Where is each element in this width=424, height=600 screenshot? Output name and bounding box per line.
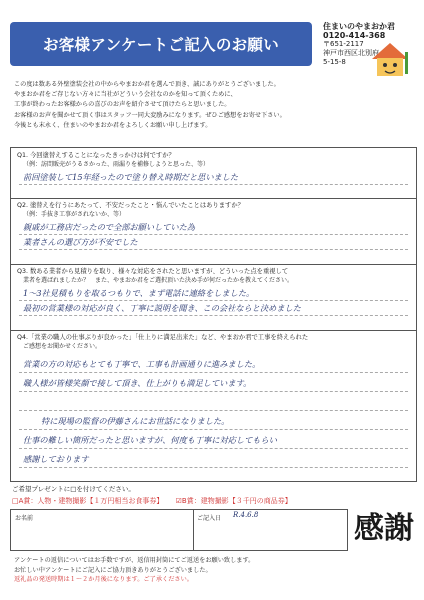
question-title: Q1. 今回塗替えすることになったきっかけは何ですか？ bbox=[17, 152, 175, 159]
date-value: R.4.6.8 bbox=[233, 511, 259, 519]
intro-line: 工事が終わったお客様からの喜びのお声を紹介させて頂けたらと思いました。 bbox=[14, 101, 231, 109]
kansha-stamp-icon bbox=[354, 504, 414, 584]
mascot-house-icon bbox=[369, 40, 411, 82]
question-sub: ご感想をお聞かせください。 bbox=[23, 343, 102, 350]
question-title: Q4.「営業の職人の仕事ぶりが良かった」「仕上りに満足出来た」など、やまおか君で工事を終えられた bbox=[17, 334, 309, 341]
intro-line: やまおか君をご存じない方々に当社がどういう会社なのかを知って頂くために、 bbox=[14, 91, 237, 99]
name-label: お名前 bbox=[15, 515, 34, 522]
question-1 bbox=[11, 148, 416, 199]
answer-text: 感謝しております bbox=[23, 454, 89, 464]
company-zip: 〒651-2117 bbox=[323, 40, 364, 48]
answer-text: 営業の方の対応もとても丁寧で、工事も計画通りに進みました。 bbox=[23, 359, 261, 369]
question-title: Q2. 塗替えを行うにあたって、不安だったこと・悩んでいたことはありますか？ bbox=[17, 202, 244, 209]
stamp-char: 感謝 bbox=[354, 511, 414, 546]
answer-text: 前回塗装して15年経ったので塗り替え時期だと思いました bbox=[23, 172, 239, 182]
question-sub: （例：訪問販売がうるさかった、雨漏りを補修しようと思った、等） bbox=[23, 161, 210, 168]
question-title: Q3. 数ある業者から見積りを取り、様々な対応をされたと思いますが、どういった点を重視して bbox=[17, 268, 289, 275]
intro-line: お客様のお声を聞かせて頂く事はスタッフ一同大変励みになります。ぜひご感想をお寄せ下さい。 bbox=[14, 111, 286, 119]
company-address: 神戸市西区北別府 bbox=[323, 49, 379, 57]
answer-text: 1～3社見積もりを取るつもりで、まず電話に連絡をしました。 bbox=[23, 288, 255, 298]
header bbox=[10, 18, 416, 73]
footer-line: アンケートの返信についてはお手数ですが、返信用封筒にてご返送をお願い致します。 bbox=[14, 557, 255, 564]
answer-text: 職人様が皆様笑顔で接して頂き、仕上がりも満足しています。 bbox=[23, 378, 252, 388]
questionnaire bbox=[10, 147, 417, 482]
intro-line: 今後とも末永く、住まいのやまおか君をよろしくお願い申し上げます。 bbox=[14, 121, 212, 129]
question-3 bbox=[11, 264, 416, 331]
gift-options bbox=[12, 496, 302, 506]
intro-line: この度は数ある外壁塗装会社の中からやまおか君を選んで頂き、誠にありがとうございました。 bbox=[14, 81, 280, 88]
footer-notes bbox=[14, 556, 344, 585]
answer-text: 仕事の難しい箇所だったと思いますが、何度も丁寧に対応してもらい bbox=[23, 435, 277, 445]
answer-text: 最初の営業様の対応が良く、丁寧に説明を聞き、この会社ならと決めました bbox=[23, 303, 301, 313]
company-name: 住まいのやまおか君 bbox=[323, 22, 395, 31]
footer-line: お忙しい中アンケートにご記入にご協力頂きありがとうございました。 bbox=[14, 566, 212, 574]
page-title: お客様アンケートご記入のお願い bbox=[10, 22, 312, 66]
answer-text: 業者さんの選び方が不安でした bbox=[23, 237, 138, 247]
company-address2: 5-15-8 bbox=[323, 58, 346, 66]
name-date-box bbox=[10, 509, 348, 551]
answer-text: 特に現場の監督の伊藤さんにお世話になりました。 bbox=[41, 416, 230, 426]
question-sub: （例：手抜き工事がされないか、等） bbox=[23, 211, 126, 218]
footer-line: 返礼品の発送時期は１～２か月後になります。ご了承ください。 bbox=[14, 576, 193, 583]
gift-title: ご希望プレゼントに□を付けてください。 bbox=[12, 485, 135, 493]
company-tel: 0120-414-368 bbox=[323, 31, 386, 40]
question-sub: 業者を選ばれましたか？ また、やまおか君をご選択頂いた決め手が何だったかを教えてください。 bbox=[23, 277, 294, 284]
gift-option-a[interactable]: □A賞：人物・建物撮影【１万円相当お食事券】 bbox=[12, 497, 164, 505]
divider bbox=[193, 510, 194, 550]
date-label: ご記入日 bbox=[197, 515, 222, 522]
question-2 bbox=[11, 198, 416, 265]
question-4 bbox=[11, 330, 416, 481]
intro-text bbox=[14, 80, 344, 131]
gift-option-b[interactable]: ☑B賞：建物撮影【３千円の商品券】 bbox=[175, 497, 292, 505]
answer-text: 親戚が工務店だったので全部お願いしていた為 bbox=[23, 222, 195, 232]
